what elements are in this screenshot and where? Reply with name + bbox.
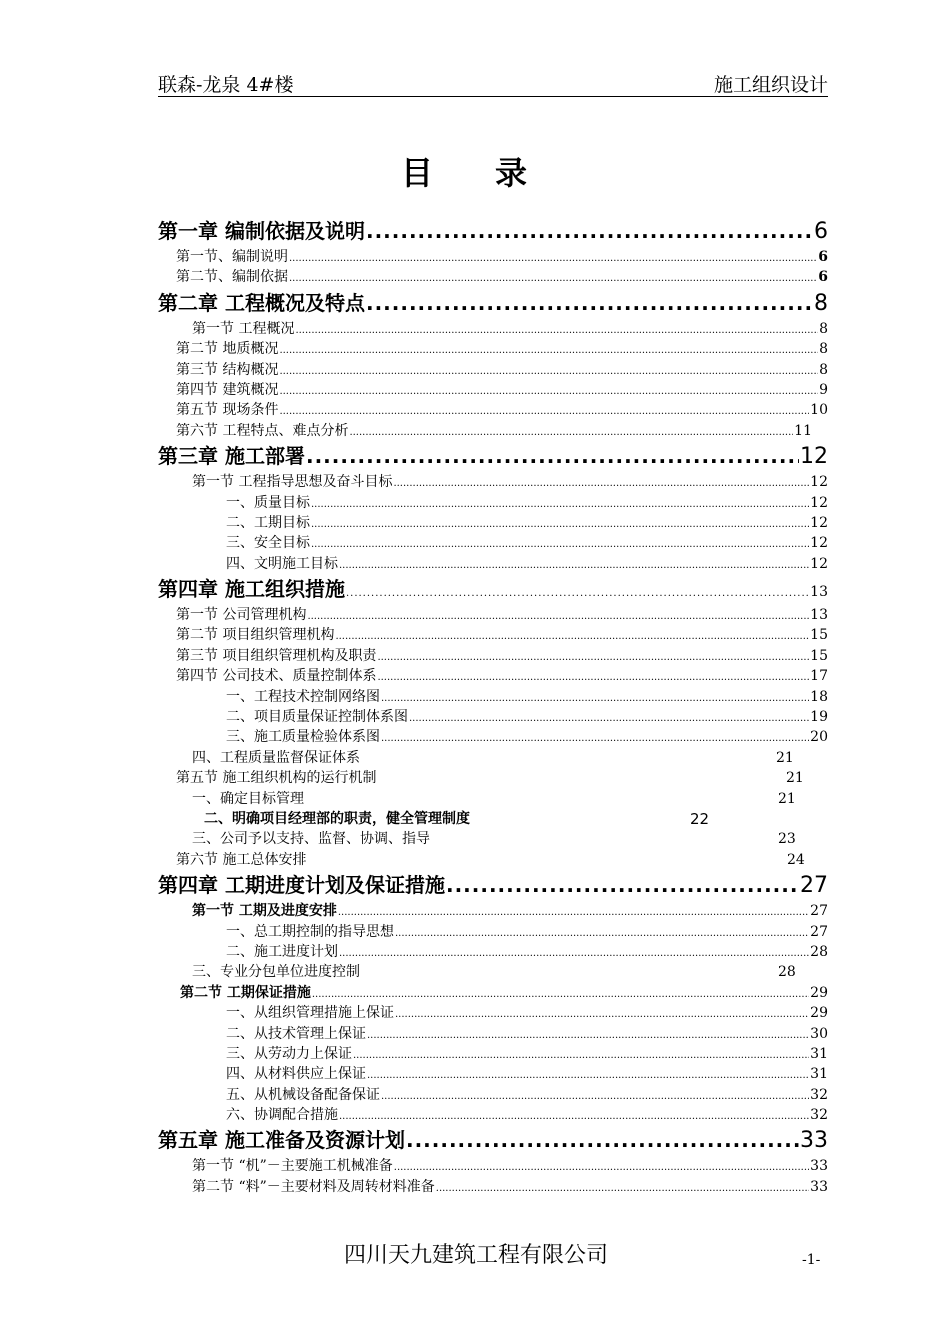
toc-chapter[interactable]: 第五章 施工准备及资源计划 ..... 33 — [158, 1125, 828, 1156]
toc-section[interactable]: 第三节 项目组织管理机构及职责 ..... 15 — [158, 646, 828, 666]
toc-section[interactable]: 第二节 项目组织管理机构 ..... 15 — [158, 625, 828, 645]
toc-section[interactable]: 第二节 “料”－主要材料及周转材料准备 ..... 33 — [158, 1177, 828, 1197]
toc-subsection[interactable]: 六、协调配合措施 ..... 32 — [158, 1105, 828, 1125]
toc-section[interactable]: 第一节 公司管理机构 ..... 13 — [158, 605, 828, 625]
toc-chapter[interactable]: 第三章 施工部署 ..... 12 — [158, 441, 828, 472]
toc-subsection[interactable]: 一、工程技术控制网络图 ..... 18 — [158, 687, 828, 707]
toc-section[interactable]: 第二节 地质概况 ..... 8 — [158, 339, 828, 359]
toc-chapter[interactable]: 第四章 施工组织措施 ..... 13 — [158, 574, 828, 605]
toc-subsection[interactable]: 二、项目质量保证控制体系图 ..... 19 — [158, 707, 828, 727]
header-doc-type: 施工组织设计 — [713, 74, 828, 96]
toc-subsection[interactable]: 一、从组织管理措施上保证 ..... 29 — [158, 1003, 828, 1023]
toc-section[interactable]: 第二节 工期保证措施 ..... 29 — [158, 983, 828, 1003]
toc-section[interactable]: 第二节、编制依据 ..... 6 — [158, 267, 828, 287]
toc-section[interactable]: 第一节 工程指导思想及奋斗目标 ..... 12 — [158, 472, 828, 492]
toc-subsection[interactable]: 四、文明施工目标 ..... 12 — [158, 554, 828, 574]
toc-subsection[interactable]: 一、质量目标 ..... 12 — [158, 493, 828, 513]
toc-title: 目录 — [400, 154, 589, 192]
table-of-contents — [158, 216, 828, 1197]
toc-section[interactable]: 第六节 工程特点、难点分析 ..... 11 — [158, 421, 828, 441]
header-project-name: 联森-龙泉 4#楼 — [158, 74, 294, 96]
toc-subsection[interactable]: 三、施工质量检验体系图 ..... 20 — [158, 727, 828, 747]
toc-subsection[interactable]: 一、确定目标管理 21 — [192, 790, 796, 807]
toc-subsection[interactable]: 三、从劳动力上保证 ..... 31 — [158, 1044, 828, 1064]
toc-subsection[interactable]: 一、总工期控制的指导思想 ..... 27 — [158, 922, 828, 942]
toc-section[interactable]: 第一节 工程概况 ..... 8 — [158, 319, 828, 339]
toc-chapter[interactable]: 第一章 编制依据及说明 ..... 6 — [158, 216, 828, 247]
toc-section[interactable]: 第五节 施工组织机构的运行机制 21 — [176, 770, 804, 787]
toc-subsection[interactable]: 三、安全目标 ..... 12 — [158, 533, 828, 553]
toc-section[interactable]: 第四节 建筑概况 ..... 9 — [158, 380, 828, 400]
footer-company: 四川天九建筑工程有限公司 — [343, 1243, 608, 1268]
toc-section[interactable]: 第五节 现场条件 ..... 10 — [158, 400, 828, 420]
toc-subsection[interactable]: 三、专业分包单位进度控制 28 — [192, 964, 796, 981]
toc-subsection[interactable]: 二、工期目标 ..... 12 — [158, 513, 828, 533]
toc-subsection[interactable]: 二、从技术管理上保证 ..... 30 — [158, 1024, 828, 1044]
toc-section[interactable]: 第三节 结构概况 ..... 8 — [158, 360, 828, 380]
page-number: -1- — [802, 1252, 821, 1268]
toc-subsection[interactable]: 五、从机械设备配备保证 ..... 32 — [158, 1085, 828, 1105]
toc-section[interactable]: 第一节、编制说明 ..... 6 — [158, 247, 828, 267]
toc-section[interactable]: 第六节 施工总体安排 24 — [176, 851, 805, 868]
toc-subsection[interactable]: 二、施工进度计划 ..... 28 — [158, 942, 828, 962]
toc-subsection[interactable]: 四、从材料供应上保证 ..... 31 — [158, 1064, 828, 1084]
toc-chapter[interactable]: 第四章 工期进度计划及保证措施 ..... 27 — [158, 870, 828, 901]
toc-section[interactable]: 第一节 工期及进度安排 ..... 27 — [158, 901, 828, 921]
toc-subsection[interactable]: 三、公司予以支持、监督、协调、指导 23 — [192, 831, 796, 848]
toc-chapter[interactable]: 第二章 工程概况及特点 ..... 8 — [158, 288, 828, 319]
toc-section[interactable]: 第四节 公司技术、质量控制体系 ..... 17 — [158, 666, 828, 686]
page-header — [158, 70, 828, 97]
toc-subsection[interactable]: 四、工程质量监督保证体系 21 — [192, 749, 794, 766]
toc-subsection[interactable]: 二、明确项目经理部的职责，健全管理制度 22 — [204, 809, 710, 828]
toc-section[interactable]: 第一节 “机”－主要施工机械准备 ..... 33 — [158, 1156, 828, 1176]
